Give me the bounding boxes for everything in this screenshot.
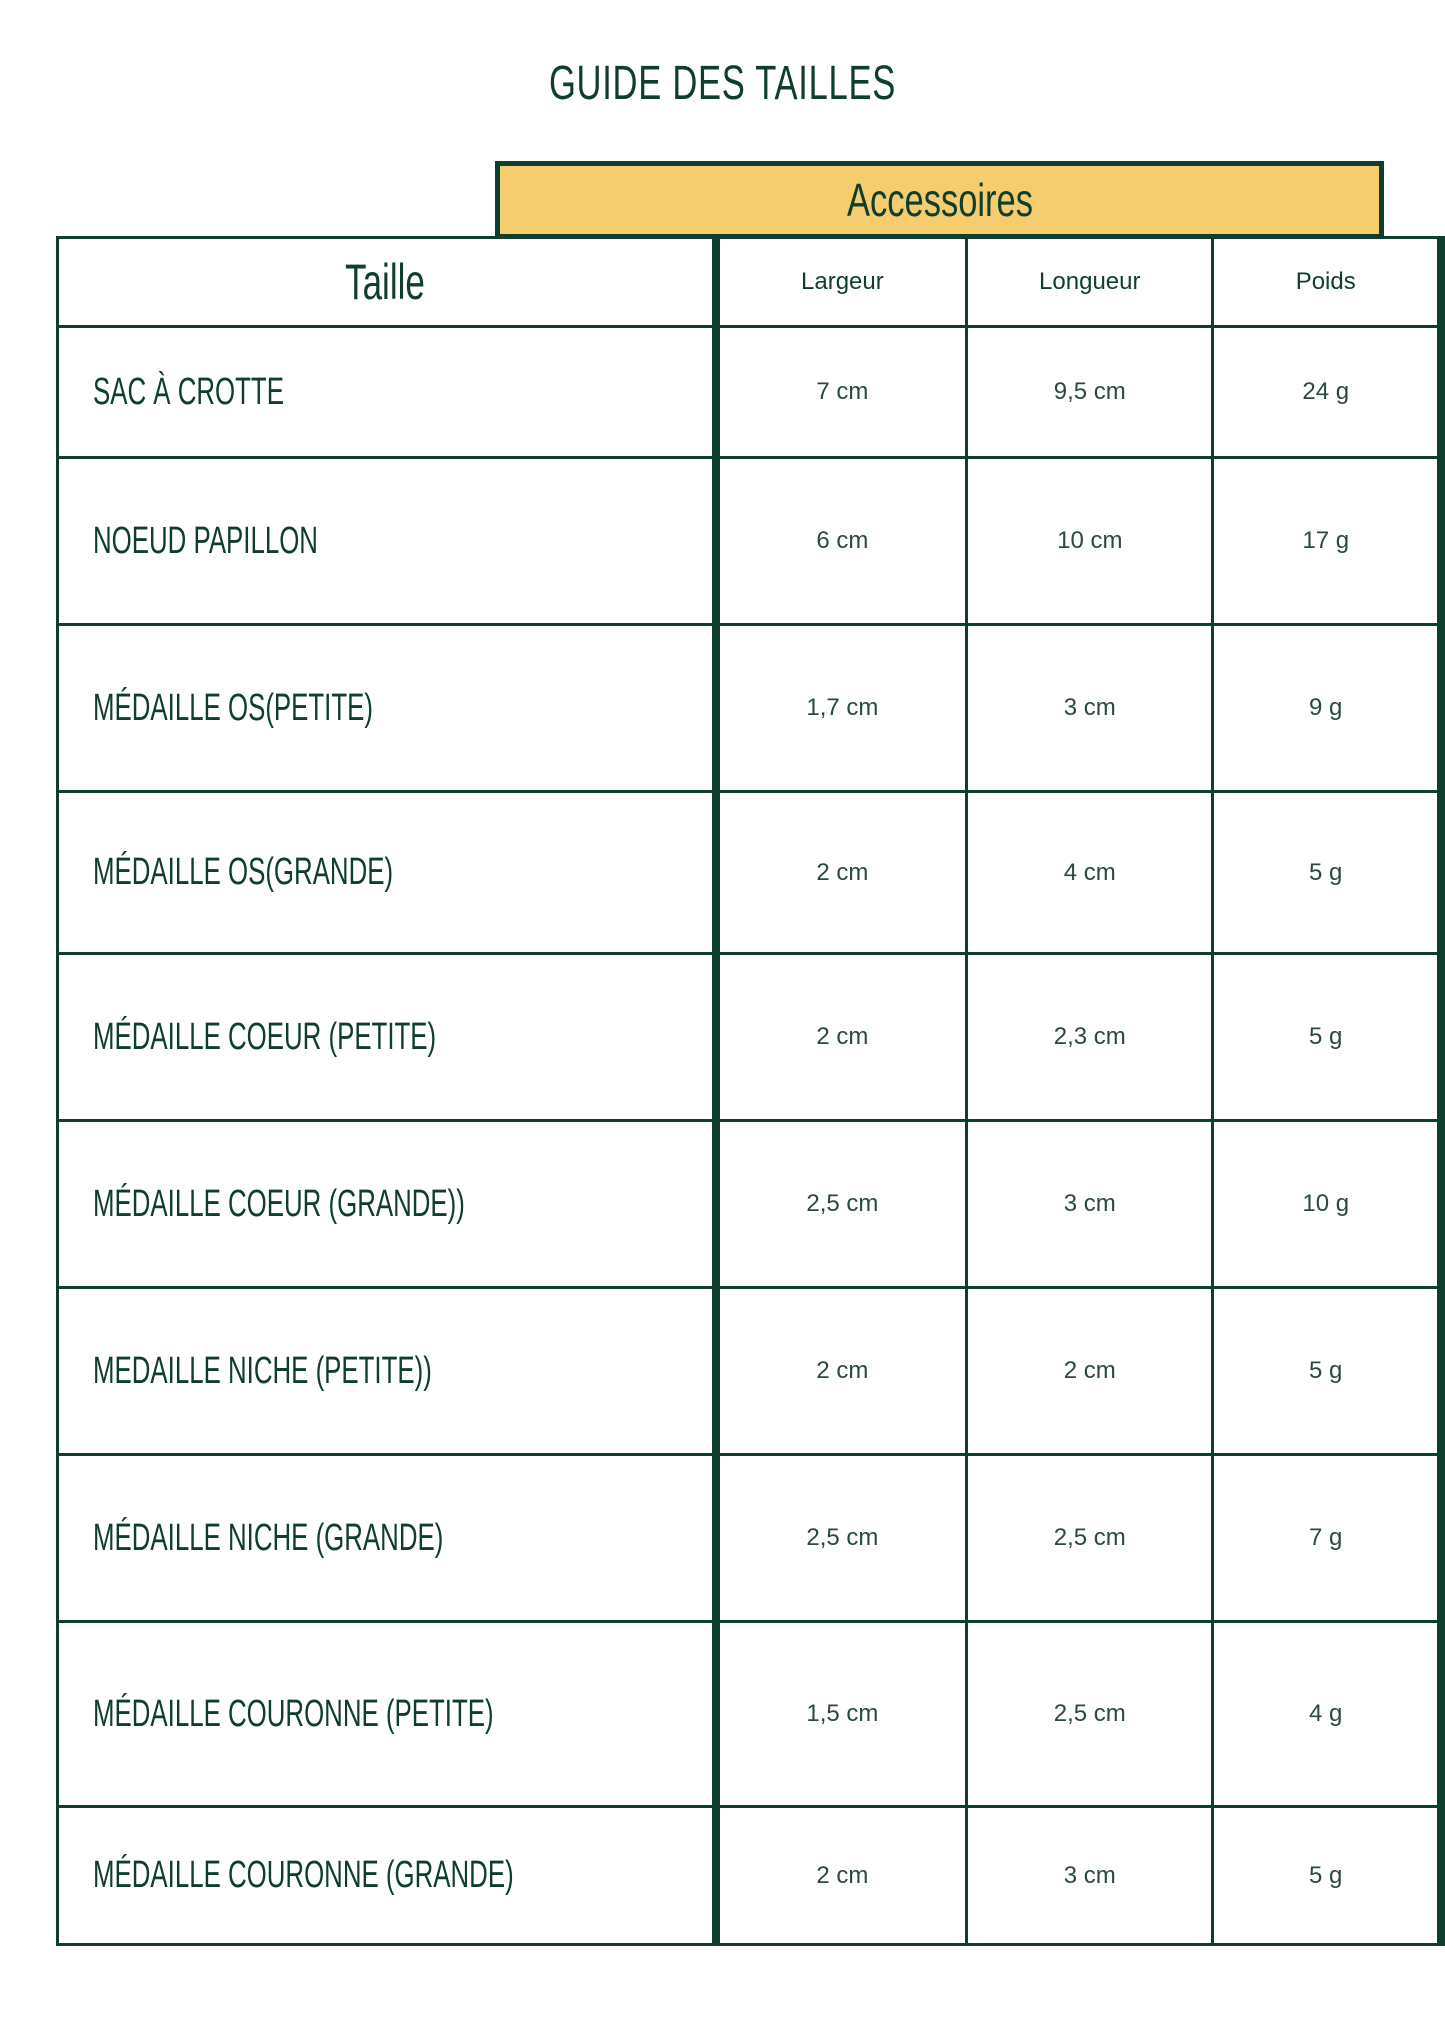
cell-poids: 5 g bbox=[1213, 1288, 1441, 1455]
cell-poids: 9 g bbox=[1213, 625, 1441, 792]
row-label: SAC À CROTTE bbox=[58, 327, 716, 458]
cell-poids: 24 g bbox=[1213, 327, 1441, 458]
cell-longueur: 2,5 cm bbox=[967, 1622, 1213, 1807]
row-label: MEDAILLE NICHE (PETITE)) bbox=[58, 1288, 716, 1455]
size-table bbox=[56, 236, 1445, 1946]
row-label: MÉDAILLE OS(GRANDE) bbox=[58, 792, 716, 954]
cell-longueur: 3 cm bbox=[967, 1121, 1213, 1288]
cell-largeur: 2,5 cm bbox=[716, 1121, 967, 1288]
cell-poids: 5 g bbox=[1213, 954, 1441, 1121]
table-header-row bbox=[58, 238, 1442, 327]
cell-longueur: 3 cm bbox=[967, 1807, 1213, 1945]
table-row bbox=[58, 458, 1442, 625]
group-header-label: Accessoires bbox=[846, 174, 1033, 226]
cell-largeur: 1,5 cm bbox=[716, 1622, 967, 1807]
cell-largeur: 2 cm bbox=[716, 1807, 967, 1945]
column-header-taille: Taille bbox=[58, 238, 716, 327]
row-label: MÉDAILLE COURONNE (PETITE) bbox=[58, 1622, 716, 1807]
row-label: MÉDAILLE NICHE (GRANDE) bbox=[58, 1455, 716, 1622]
cell-largeur: 2 cm bbox=[716, 954, 967, 1121]
cell-poids: 5 g bbox=[1213, 1807, 1441, 1945]
cell-longueur: 3 cm bbox=[967, 625, 1213, 792]
table-row bbox=[58, 1622, 1442, 1807]
table-row bbox=[58, 327, 1442, 458]
cell-longueur: 9,5 cm bbox=[967, 327, 1213, 458]
table-row bbox=[58, 1807, 1442, 1945]
group-header-accessoires bbox=[495, 161, 1384, 237]
row-label: MÉDAILLE OS(PETITE) bbox=[58, 625, 716, 792]
table-row bbox=[58, 1455, 1442, 1622]
table-row bbox=[58, 1121, 1442, 1288]
cell-poids: 10 g bbox=[1213, 1121, 1441, 1288]
row-label: MÉDAILLE COEUR (PETITE) bbox=[58, 954, 716, 1121]
cell-longueur: 2,5 cm bbox=[967, 1455, 1213, 1622]
cell-largeur: 7 cm bbox=[716, 327, 967, 458]
cell-largeur: 2 cm bbox=[716, 1288, 967, 1455]
cell-largeur: 6 cm bbox=[716, 458, 967, 625]
table-row bbox=[58, 954, 1442, 1121]
cell-longueur: 2,3 cm bbox=[967, 954, 1213, 1121]
cell-poids: 17 g bbox=[1213, 458, 1441, 625]
cell-largeur: 2 cm bbox=[716, 792, 967, 954]
table-row bbox=[58, 1288, 1442, 1455]
cell-longueur: 4 cm bbox=[967, 792, 1213, 954]
cell-largeur: 1,7 cm bbox=[716, 625, 967, 792]
column-header-longueur: Longueur bbox=[967, 238, 1213, 327]
cell-longueur: 2 cm bbox=[967, 1288, 1213, 1455]
cell-longueur: 10 cm bbox=[967, 458, 1213, 625]
column-header-largeur: Largeur bbox=[716, 238, 967, 327]
cell-poids: 5 g bbox=[1213, 792, 1441, 954]
cell-poids: 4 g bbox=[1213, 1622, 1441, 1807]
cell-largeur: 2,5 cm bbox=[716, 1455, 967, 1622]
column-header-poids: Poids bbox=[1213, 238, 1441, 327]
cell-poids: 7 g bbox=[1213, 1455, 1441, 1622]
table-row bbox=[58, 792, 1442, 954]
row-label: MÉDAILLE COURONNE (GRANDE) bbox=[58, 1807, 716, 1945]
row-label: MÉDAILLE COEUR (GRANDE)) bbox=[58, 1121, 716, 1288]
row-label: NOEUD PAPILLON bbox=[58, 458, 716, 625]
page-title: GUIDE DES TAILLES bbox=[548, 57, 897, 110]
table-row bbox=[58, 625, 1442, 792]
